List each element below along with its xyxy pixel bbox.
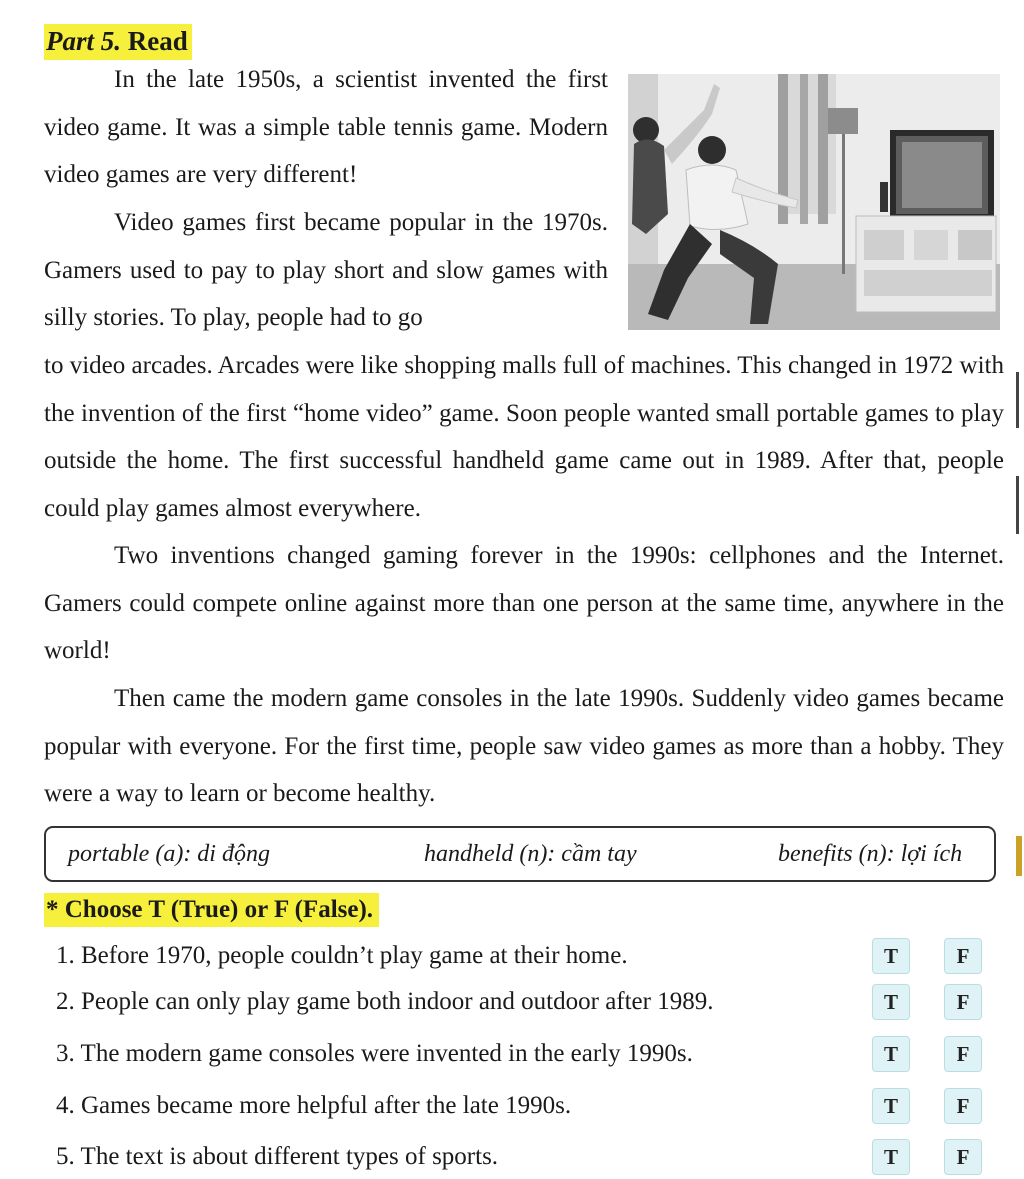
question-text: 4. Games became more helpful after the late 1990s. [56,1092,572,1119]
question-row-3 [56,1036,996,1076]
part-title [44,24,192,60]
false-button[interactable]: F [944,1088,982,1124]
true-button[interactable]: T [872,984,910,1020]
vocab-benefits: benefits (n): lợi ích [778,841,963,867]
paragraph-2: Video games first became popular in the 1970s. Gamers used to pay to play short and slow games with silly stories. To play, people had to go [44,209,608,331]
true-button[interactable]: T [872,1139,910,1175]
question-text: 5. The text is about different types of sports. [56,1143,499,1170]
part-number: Part 5. [46,26,122,56]
false-button[interactable]: F [944,984,982,1020]
photo-illustration [628,74,1000,330]
video-game-photo [628,74,1000,330]
page-edge-mark [1016,372,1019,428]
question-row-2 [56,984,996,1024]
part-heading: Read [127,26,188,56]
instruction: * Choose T (True) or F (False). [44,893,379,927]
false-button[interactable]: F [944,938,982,974]
paragraph-2-continued: to video arcades. Arcades were like shopping malls full of machines. This changed in 1972 with the invention of the first “home video” game. Soon people wanted small portable games to play outside the home. The first successful handheld game came out in 1989. After that, people could play games almost everywhere. [44,352,1004,522]
true-button[interactable]: T [872,1088,910,1124]
question-row-4 [56,1088,996,1128]
question-text: 1. Before 1970, people couldn’t play game at their home. [56,942,628,969]
false-button[interactable]: F [944,1036,982,1072]
paragraph-4: Then came the modern game consoles in the late 1990s. Suddenly video games became popular with everyone. For the first time, people saw video games as more than a hobby. They were a way to learn or become healthy. [44,685,1004,807]
paragraph-1: In the late 1950s, a scientist invented the first video game. It was a simple table tennis game. Modern video games are very different! [44,66,608,188]
question-row-1 [56,938,996,978]
question-text: 3. The modern game consoles were invented in the early 1990s. [56,1040,693,1067]
vocabulary-box [44,826,996,882]
question-text: 2. People can only play game both indoor and outdoor after 1989. [56,988,714,1015]
paragraph-3: Two inventions changed gaming forever in the 1990s: cellphones and the Internet. Gamers could compete online against more than one person at the same time, anywhere in the world! [44,542,1004,664]
page-edge-mark [1016,836,1022,876]
vocab-portable: portable (a): di động [68,841,270,867]
false-button[interactable]: F [944,1139,982,1175]
true-button[interactable]: T [872,938,910,974]
vocab-handheld: handheld (n): cầm tay [424,841,637,867]
question-row-5 [56,1139,996,1179]
page-edge-mark [1016,476,1019,534]
true-button[interactable]: T [872,1036,910,1072]
